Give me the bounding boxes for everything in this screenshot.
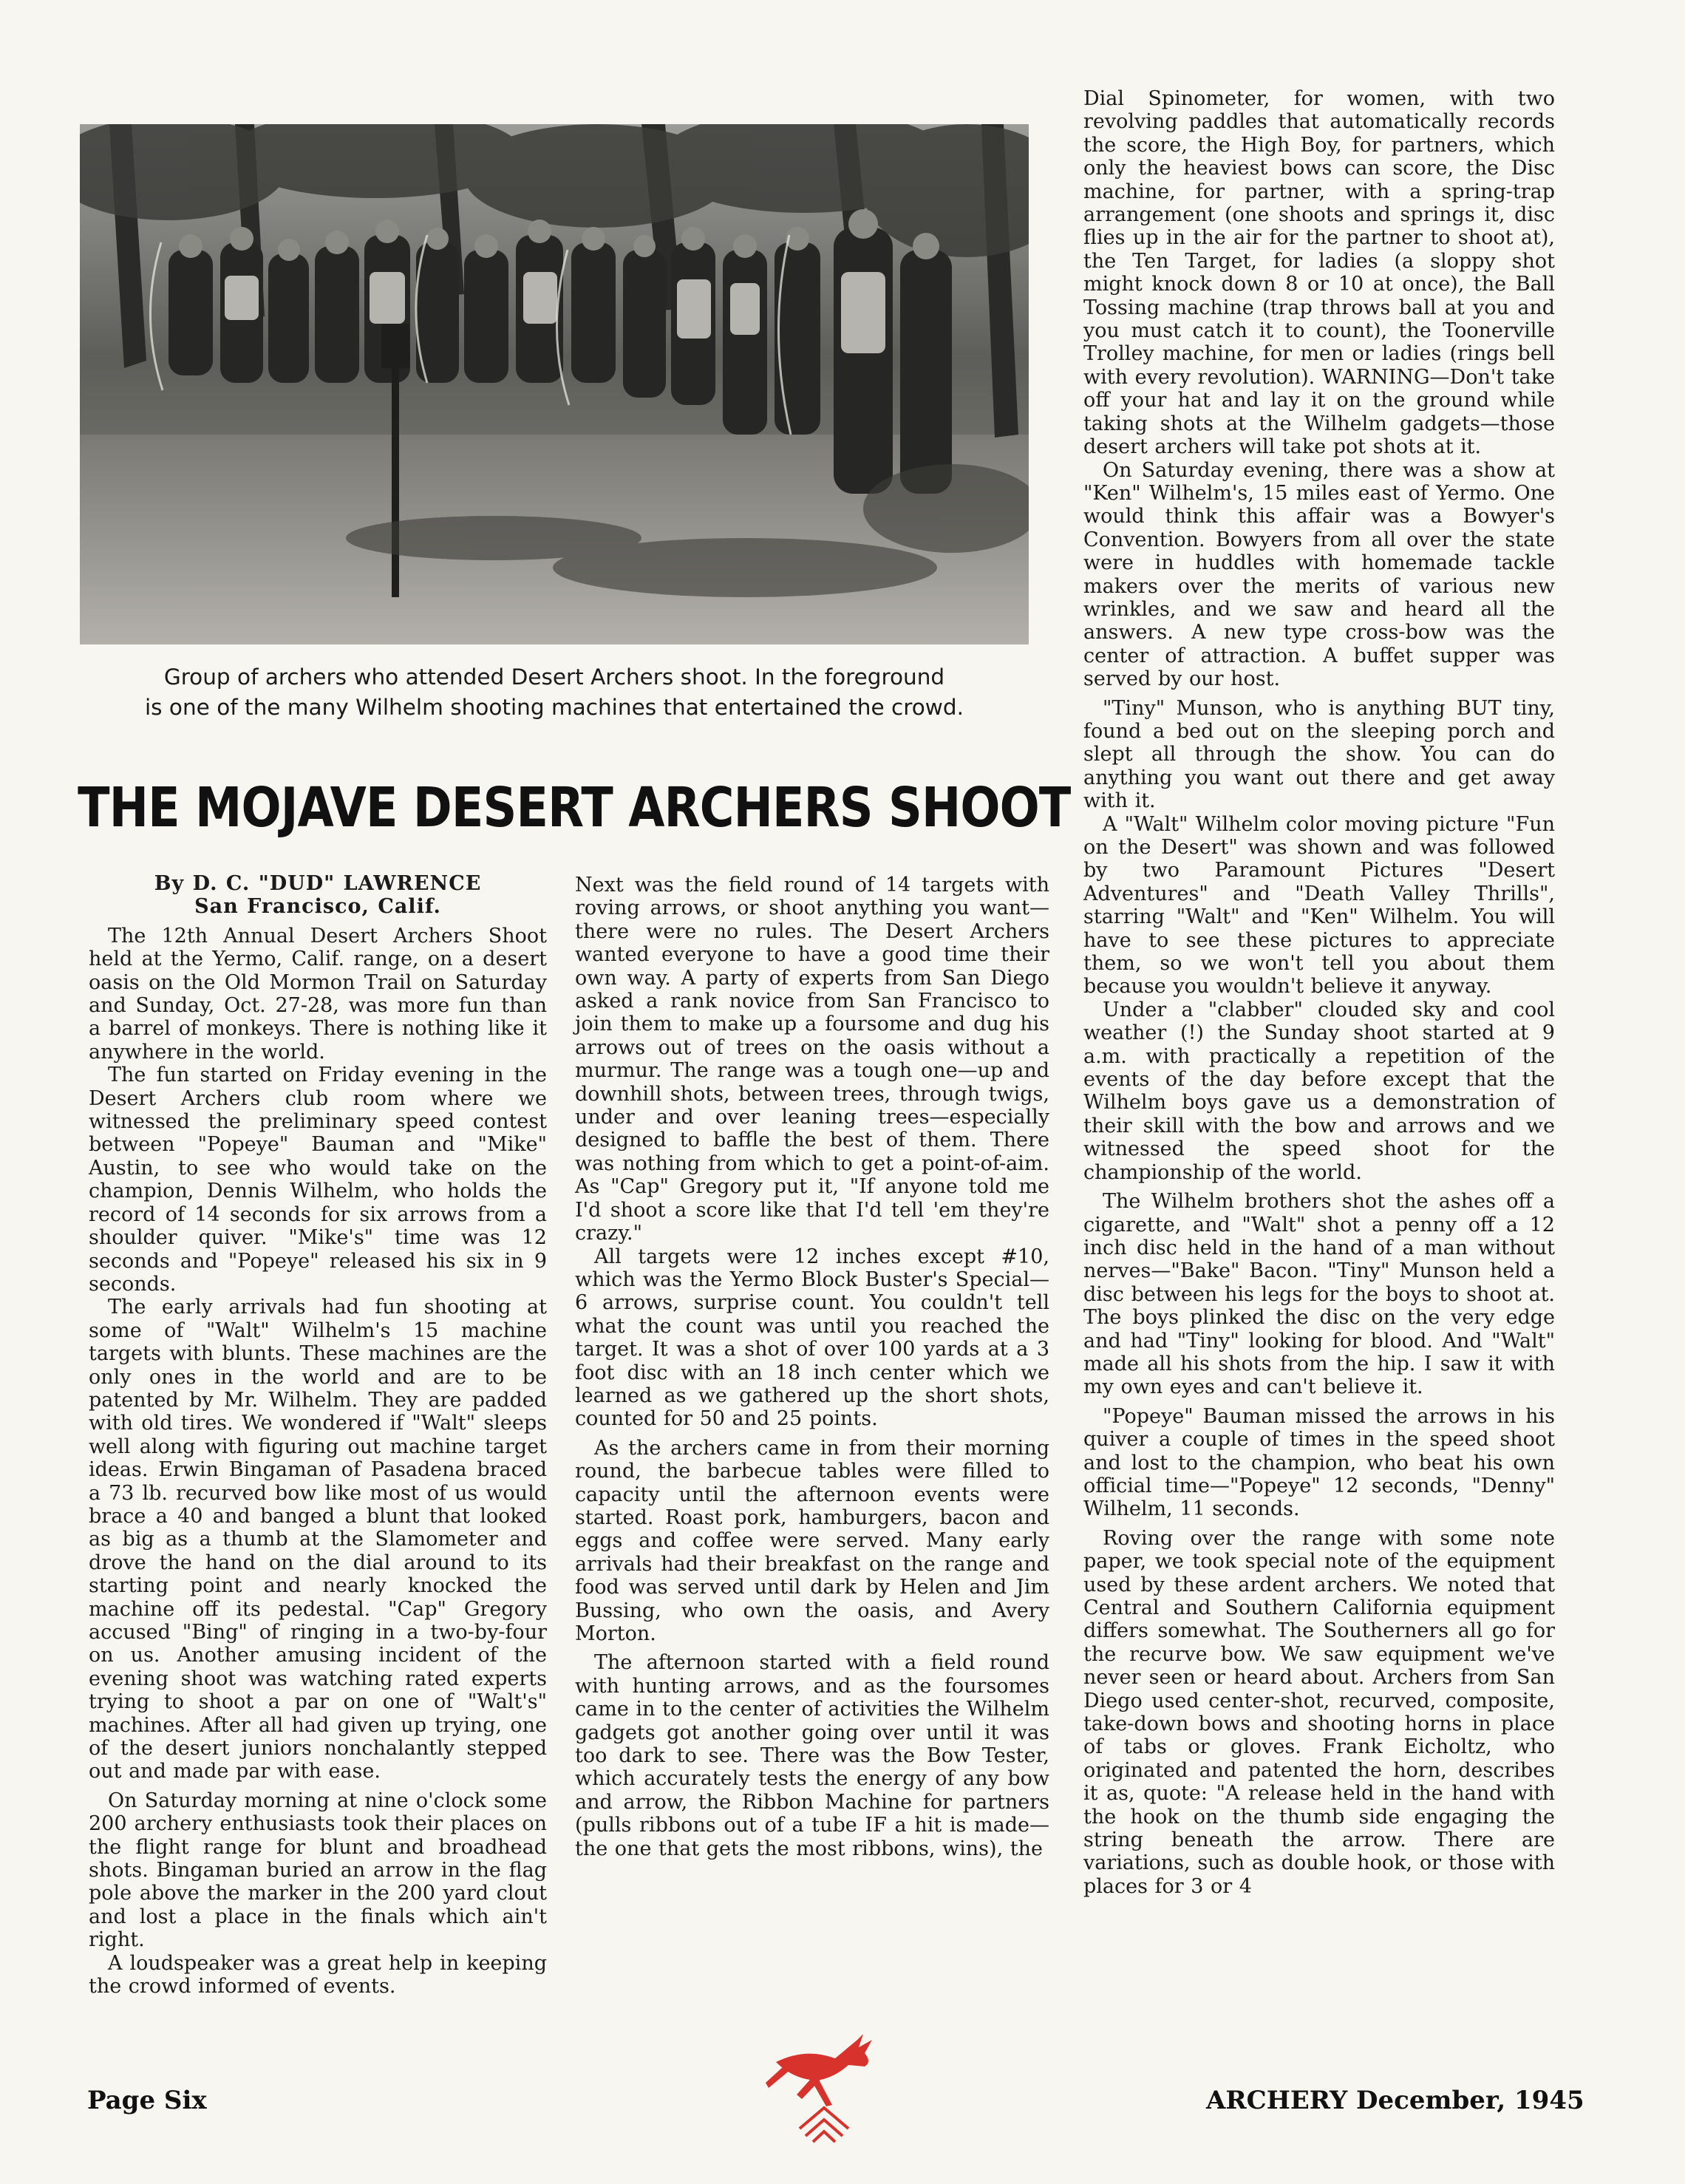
leaping-deer-logo-icon [761,2018,887,2143]
paragraph: The early arrivals had fun shooting at some of "Walt" Wilhelm's 15 machine targets with blunts. These machines are the only ones in the world and are to be patented by Mr. Wilhelm. They are padded with old tires. We wondered if "Walt" sleeps well along with figuring out machine target ideas. Erwin Bingaman of Pasadena braced a 73 lb. recurved bow like most of us would brace a 40 and banged a blunt that looked as big as a thumb at the Slamometer and drove the hand on the dial around to its starting point and nearly knocked the machine off its pedestal. "Cap" Gregory accused "Bing" of ringing in a two-by-four on us. Another amusing incident of the evening shoot was watching rated experts trying to shoot a par on one of "Walt's" machines. After all had given up trying, one of the desert juniors nonchalantly stepped out and made par with ease. [89,1296,547,1783]
paragraph: On Saturday morning at nine o'clock some 200 archery enthusiasts took their places on the flight range for blunt and broadhead shots. Bingaman buried an arrow in the flag pole above the marker in the 200 yard clout and lost a place in the finals which ain't right. [89,1789,547,1952]
article-column-1 [89,872,547,1998]
paragraph: A loudspeaker was a great help in keeping the crowd informed of events. [89,1951,547,1998]
paragraph: The afternoon started with a field round with hunting arrows, and as the foursomes came in to the center of activities the Wilhelm gadgets got another going over until it was too dark to see. There was the Bow Tester, which accurately tests the energy of any bow and arrow, the Ribbon Machine for partners (pulls ribbons out of a tube IF a hit is made—the one that gets the most ribbons, wins), the [575,1651,1049,1860]
paragraph: Roving over the range with some note paper, we took special note of the equipment used by these ardent archers. We noted that Central and Southern California equipment differs somewhat. The Southerners all go for the recurve bow. We saw equipment we've never seen or heard about. Archers from San Diego used center-shot, recurved, composite, take-down bows and shooting horns in place of tabs or gloves. Frank Eicholtz, who originated and patented the horn, describes it as, quote: "A release held in the hand with the hook on the thumb side engaging the string beneath the arrow. There are variations, such as double hook, or those with places for 3 or 4 [1083,1526,1555,1898]
article-column-3 [1083,87,1555,1898]
paragraph: "Tiny" Munson, who is anything BUT tiny, found a bed out on the sleeping porch and slept all through the show. You can do anything you want out there and get away with it. [1083,696,1555,813]
magazine-issue: ARCHERY December, 1945 [1206,2086,1584,2115]
caption-line-2: is one of the many Wilhelm shooting machines that entertained the crowd. [144,695,964,720]
caption-line-1: Group of archers who attended Desert Archers shoot. In the foreground [163,664,945,690]
author-name: By D. C. "DUD" LAWRENCE [154,872,482,895]
paragraph: The fun started on Friday evening in the Desert Archers club room where we witnessed the preliminary speed contest between "Popeye" Bauman and "Mike" Austin, to see who would take on the champion, Dennis Wilhelm, who holds the record of 14 seconds for six arrows from a shoulder quiver. "Mike's" time was 12 seconds and "Popeye" released his six in 9 seconds. [89,1064,547,1296]
archers-group-photo [80,124,1029,644]
paragraph: All targets were 12 inches except #10, which was the Yermo Block Buster's Special—6 arrows, surprise count. You couldn't tell what the count was until you reached the target. It was a shot of over 100 yards at a 3 foot disc with an 18 inch center which we learned as we gathered up the short shots, counted for 50 and 25 points. [575,1245,1049,1431]
article-column-2 [575,874,1049,1860]
article-headline: THE MOJAVE DESERT ARCHERS SHOOT [78,776,1071,840]
page-number: Page Six [87,2086,207,2115]
paragraph: Under a "clabber" clouded sky and cool weather (!) the Sunday shoot started at 9 a.m. with practically a repetition of the events of the day before except that the Wilhelm boys gave us a demonstration of their skill with the bow and arrows and we witnessed the speed shoot for the championship of the world. [1083,998,1555,1184]
byline [89,872,547,919]
photo-caption [80,662,1029,723]
paragraph: Next was the field round of 14 targets with roving arrows, or shoot anything you want—there were no rules. The Desert Archers wanted everyone to have a good time their own way. A party of experts from San Diego asked a rank novice from San Francisco to join them to make up a foursome and dug his arrows out of trees on the oasis without a murmur. The range was a tough one—up and downhill shots, between trees, through twigs, under and over leaning trees—especially designed to baffle the best of them. There was nothing from which to get a point-of-aim. As "Cap" Gregory put it, "If anyone told me I'd shoot a score like that I'd tell 'em they're crazy." [575,874,1049,1245]
paragraph: As the archers came in from their morning round, the barbecue tables were filled to capacity until the afternoon events were started. Roast pork, hamburgers, bacon and eggs and coffee were served. Many early arrivals had their breakfast on the range and food was served until dark by Helen and Jim Bussing, who own the oasis, and Avery Morton. [575,1436,1049,1645]
paragraph: "Popeye" Bauman missed the arrows in his quiver a couple of times in the speed shoot and lost to the champion, who beat his own official time—"Popeye" 12 seconds, "Denny" Wilhelm, 11 seconds. [1083,1404,1555,1521]
paragraph: On Saturday evening, there was a show at "Ken" Wilhelm's, 15 miles east of Yermo. One would think this affair was a Bowyer's Convention. Bowyers from all over the state were in huddles with homemade tackle makers over the merits of various new wrinkles, and we saw and heard all the answers. A new type cross-bow was the center of attraction. A buffet supper was served by our host. [1083,458,1555,691]
paragraph: A "Walt" Wilhelm color moving picture "Fun on the Desert" was shown and was followed by two Paramount Pictures "Desert Adventures" and "Death Valley Thrills", starring "Walt" and "Ken" Wilhelm. You will have to see these pictures to appreciate them, so we won't tell you about them because you wouldn't believe it anyway. [1083,812,1555,999]
paragraph: The Wilhelm brothers shot the ashes off a cigarette, and "Walt" shot a penny off a 12 inch disc held in the hand of a man without nerves—"Bake" Bacon. "Tiny" Munson held a disc between his legs for the boys to shoot at. The boys plinked the disc on the very edge and had "Tiny" looking for blood. And "Walt" made all his shots from the hip. I saw it with my own eyes and can't believe it. [1083,1190,1555,1399]
paragraph: Dial Spinometer, for women, with two revolving paddles that automatically records the score, the High Boy, for partners, which only the heaviest bows can score, the Disc machine, for partner, with a spring-trap arrangement (one shoots and springs it, disc flies up in the air for the partner to shoot at), the Ten Target, for ladies (a sloppy shot might knock down 8 or 10 at once), the Ball Tossing machine (trap throws ball at you and you must catch it to count), the Toonerville Trolley machine, for men or ladies (rings bell with every revolution). WARNING—Don't take off your hat and lay it on the ground while taking shots at the Wilhelm gadgets—those desert archers will take pot shots at it. [1083,87,1555,459]
author-location: San Francisco, Calif. [194,895,441,919]
paragraph: The 12th Annual Desert Archers Shoot held at the Yermo, Calif. range, on a desert oasis on the Old Mormon Trail on Saturday and Sunday, Oct. 27-28, was more fun than a barrel of monkeys. There is nothing like it anywhere in the world. [89,924,547,1064]
